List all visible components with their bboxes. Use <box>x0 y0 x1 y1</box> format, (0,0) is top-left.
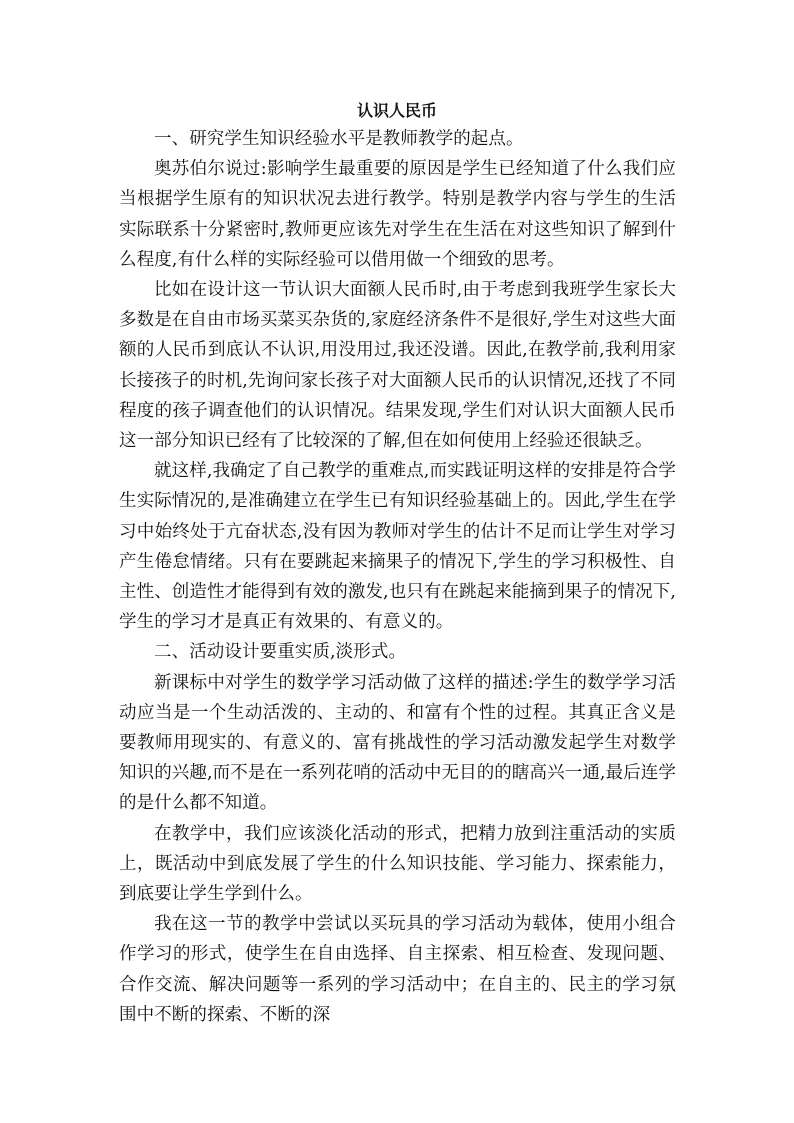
paragraph: 新课标中对学生的数学学习活动做了这样的描述:学生的数学学习活动应当是一个生动活泼的、主动的、和富有个性的过程。其真正含义是要教师用现实的、有意义的、富有挑战性的学习活动激发起学生对数学知识的兴趣,而不是在一系列花哨的活动中无目的的瞎高兴一通,最后连学的是什么都不知道。 <box>119 672 676 814</box>
paragraph: 在教学中，我们应该淡化活动的形式，把精力放到注重活动的实质上，既活动中到底发展了学生的什么知识技能、学习能力、探索能力，到底要让学生学到什么。 <box>119 823 676 905</box>
paragraph: 就这样,我确定了自己教学的重难点,而实践证明这样的安排是符合学生实际情况的,是准确建立在学生已有知识经验基础上的。因此,学生在学习中始终处于亢奋状态,没有因为教师对学生的估计不足而让学生对学习产生倦怠情绪。只有在要跳起来摘果子的情况下,学生的学习积极性、自主性、创造性才能得到有效的激发,也只有在跳起来能摘到果子的情况下,学生的学习才是真正有效果的、有意义的。 <box>119 461 676 633</box>
document-body <box>119 124 676 1030</box>
paragraph: 比如在设计这一节认识大面额人民币时,由于考虑到我班学生家长大多数是在自由市场买菜买杂货的,家庭经济条件不是很好,学生对这些大面额的人民币到底认不认识,用没用过,我还没谱。因此,在教学前,我利用家长接孩子的时机,先询问家长孩子对大面额人民币的认识情况,还找了不同程度的孩子调查他们的认识情况。结果发现,学生们对认识大面额人民币这一部分知识已经有了比较深的了解,但在如何使用上经验还很缺乏。 <box>119 280 676 452</box>
paragraph-heading-2: 二、活动设计要重实质,淡形式。 <box>154 642 407 663</box>
document-title: 认识人民币 <box>356 101 437 120</box>
paragraph: 奥苏伯尔说过:影响学生最重要的原因是学生已经知道了什么我们应当根据学生原有的知识状况去进行教学。特别是教学内容与学生的生活实际联系十分紧密时,教师更应该先对学生在生活在对这些知识了解到什么程度,有什么样的实际经验可以借用做一个细致的思考。 <box>119 159 676 270</box>
paragraph: 我在这一节的教学中尝试以买玩具的学习活动为载体，使用小组合作学习的形式，使学生在自由选择、自主探索、相互检查、发现问题、合作交流、解决问题等一系列的学习活动中；在自主的、民主的学习氛围中不断的探索、不断的深 <box>119 914 676 1025</box>
paragraph-heading-1: 一、研究学生知识经验水平是教师教学的起点。 <box>154 129 524 149</box>
